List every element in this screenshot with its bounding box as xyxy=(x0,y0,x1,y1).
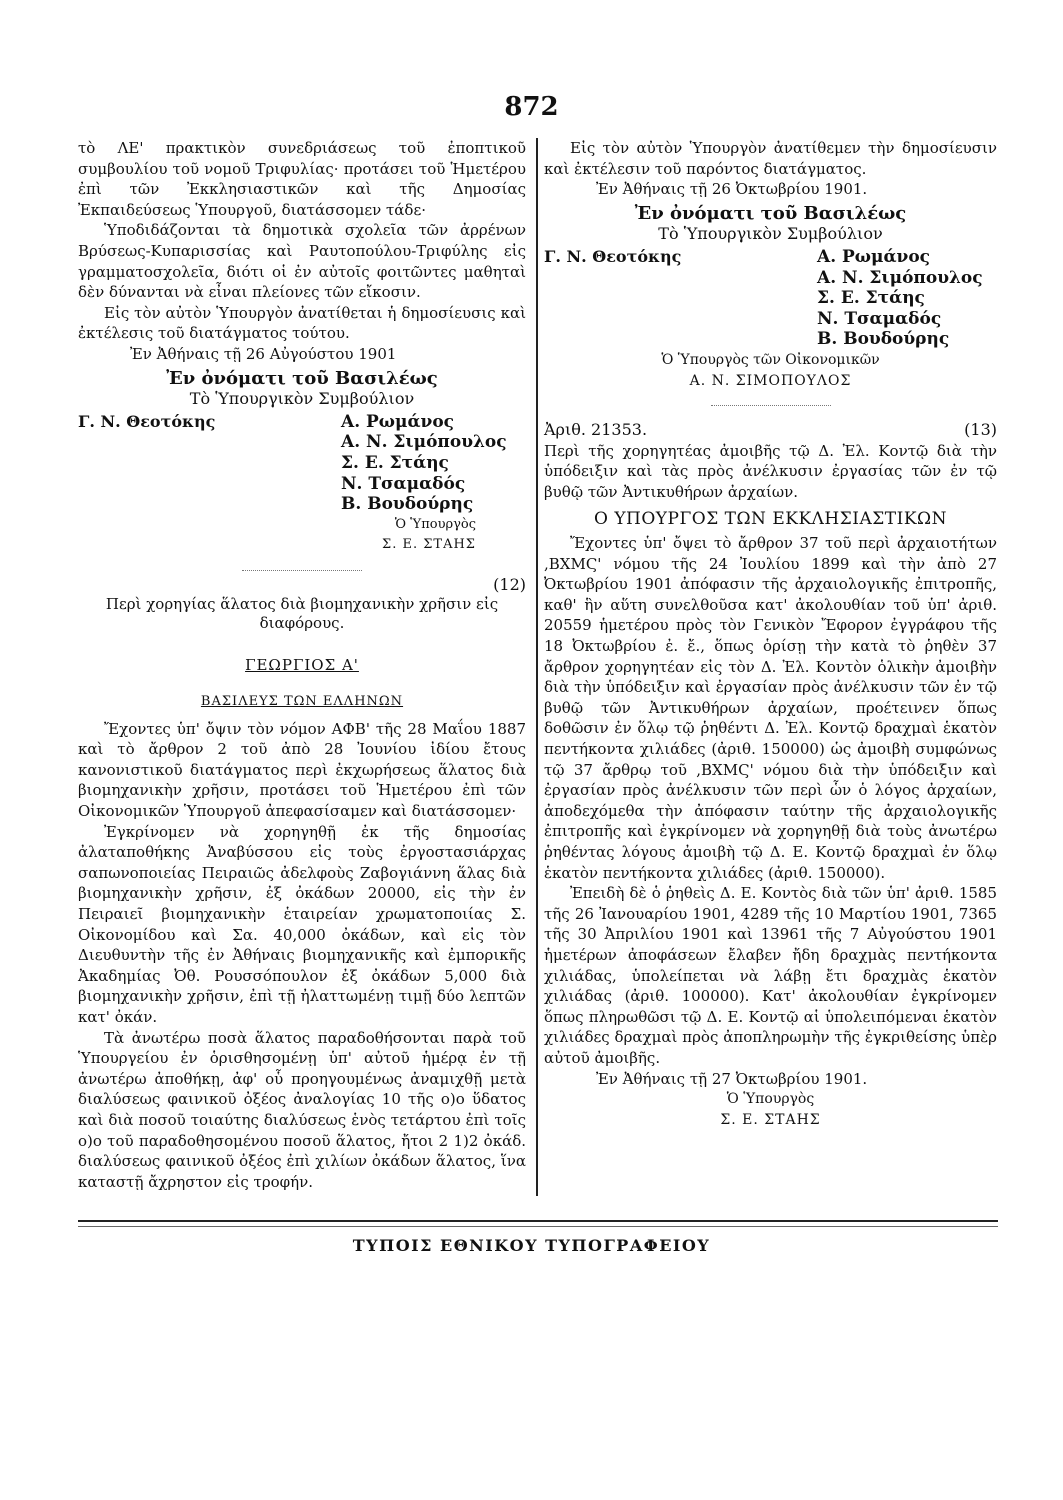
minister-name: Σ. Ε. ΣΤΑΗΣ xyxy=(382,537,476,553)
signatory: Ν. Τσαμαδός xyxy=(817,308,942,329)
minister-title: Ὁ Ὑπουργὸς τῶν Οἰκονομικῶν xyxy=(661,351,880,368)
in-the-name-of-king: Ἐν ὀνόματι τοῦ Βασιλέως xyxy=(634,202,907,224)
minister-name: Α. Ν. ΣΙΜΟΠΟΥΛΟΣ xyxy=(689,372,852,389)
paragraph: Εἰς τὸν αὐτὸν Ὑπουργὸν ἀνατίθεμεν τὴν δημοσίευσιν καὶ ἐκτέλεσιν τοῦ παρόντος διατάγματος. xyxy=(544,139,997,178)
signatory: Σ. Ε. Στάης xyxy=(817,288,925,309)
signatory: Ν. Τσαμαδός xyxy=(341,473,466,494)
minister-title: Ὁ Ὑπουργὸς xyxy=(726,1091,815,1108)
decree-subject: Περὶ χορηγίας ἅλατος διὰ βιομηχανικὴν χρῆσιν εἰς διαφόρους. xyxy=(105,595,499,633)
dateline: Ἐν Ἀθήναις τῇ 26 Ὀκτωβρίου 1901. xyxy=(596,180,868,199)
minister-title: Ὁ Ὑπουργὸς xyxy=(394,516,476,532)
footer-rule-thin xyxy=(78,1226,998,1227)
king-subtitle: ΒΑΣΙΛΕΥΣ ΤΩΝ ΕΛΛΗΝΩΝ xyxy=(200,694,404,710)
separator-line xyxy=(711,399,831,406)
page-number: 872 xyxy=(504,92,559,122)
printer-imprint: ΤΥΠΟΙΣ ΕΘΝΙΚΟΥ ΤΥΠΟΓΡΑΦΕΙΟΥ xyxy=(352,1236,711,1255)
footer-rule xyxy=(78,1220,998,1222)
dateline: Ἐν Ἀθήναις τῇ 26 Αὐγούστου 1901 xyxy=(130,344,397,363)
right-column xyxy=(544,138,997,1130)
signature-block xyxy=(544,247,997,350)
signatory-primary: Γ. Ν. Θεοτόκης xyxy=(544,246,682,266)
signatory: Α. Ρωμάνος xyxy=(341,411,455,432)
paragraph: Ἐπειδὴ δὲ ὁ ῥηθεὶς Δ. Ε. Κοντὸς διὰ τῶν ὑπ' ἀριθ. 1585 τῆς 26 Ἰανουαρίου 1901, 4289 τῆς 10 Μαρτίου 1901, 7365 τῆς 30 Ἀπριλίου 1901 καὶ 13961 τῆς 7 Αὐγούστου 1901 ἡμετέρων ἀποφάσεων ἔλαβεν ἤδη δραχμὰς πεντήκοντα χιλιάδας, ὑπολείπεται νὰ λάβῃ ἔτι δραχμὰς ἑκατὸν χιλιάδας (ἀριθ. 100000). Κατ' ἀκολουθίαν ἐγκρίνομεν ὅπως πληρωθῶσι τῷ Δ. Ε. Κοντῷ αἱ ὑπολειπόμεναι ἑκατὸν χιλιάδες δραχμαὶ πρὸς ἀποπληρωμὴν τῆς ἐγκριθείσης ὑπὲρ αὐτοῦ ἀμοιβῆς. xyxy=(544,884,997,1067)
king-title: ΓΕΩΡΓΙΟΣ Α' xyxy=(245,656,359,675)
signatory-list xyxy=(341,412,526,515)
minister-name: Σ. Ε. ΣΤΑΗΣ xyxy=(720,1111,821,1128)
decree-subject: Περὶ τῆς χορηγητέας ἀμοιβῆς τῷ Δ. Ἐλ. Κοντῷ διὰ τὴν ὑπόδειξιν καὶ τὰς πρὸς ἀνέλκυσιν ἐργασίας τῶν ἐν τῷ βυθῷ τῶν Ἀντικυθήρων ἀρχαίων. xyxy=(544,441,997,501)
signature-block xyxy=(78,412,526,515)
paragraph: Εἰς τὸν αὐτὸν Ὑπουργὸν ἀνατίθεται ἡ δημοσίευσις καὶ ἐκτέλεσις τοῦ διατάγματος τούτου. xyxy=(78,303,526,343)
signatory: Σ. Ε. Στάης xyxy=(341,452,449,473)
decree-number-row xyxy=(544,420,997,441)
signatory: Α. Ρωμάνος xyxy=(817,246,931,267)
paragraph: τὸ ΛΕ' πρακτικὸν συνεδριάσεως τοῦ ἐποπτικοῦ συμβουλίου τοῦ νομοῦ Τριφυλίας· προτάσει τοῦ Ἡμετέρου ἐπὶ τῶν Ἐκκλησιαστικῶν καὶ τῆς Δημοσίας Ἐκπαιδεύσεως Ὑπουργοῦ, διατάσσομεν τάδε· xyxy=(78,139,526,219)
dateline: Ἐν Ἀθήναις τῇ 27 Ὀκτωβρίου 1901. xyxy=(596,1069,868,1088)
paragraph: Τὰ ἀνωτέρω ποσὰ ἅλατος παραδοθήσονται παρὰ τοῦ Ὑπουργείου ἐν ὁρισθησομένῃ ὑπ' αὐτοῦ ἡμέρᾳ ἐν τῇ ἀνωτέρω ἀποθήκῃ, ἀφ' οὗ προηγουμένως ἀναμιχθῇ μετὰ διαλύσεως φαινικοῦ ὀξέος ἀναλογίας 10 τῆς ο)ο ὕδατος καὶ διὰ ποσοῦ τοιαύτης διαλύσεως ἑνὸς τετάρτου ἐπὶ τοῖς ο)ο τοῦ παραδοθησομένου ποσοῦ ἅλατος, ἤτοι 2 1)2 ὀκάδ. διαλύσεως φαινικοῦ ὀξέος ἐπὶ χιλίων ὀκάδων ἅλατος, ἵνα καταστῇ ἄχρηστον εἰς τροφήν. xyxy=(78,1028,526,1191)
left-column xyxy=(78,138,526,1192)
council-heading: Τὸ Ὑπουργικὸν Συμβούλιον xyxy=(658,224,883,244)
signatory-primary: Γ. Ν. Θεοτόκης xyxy=(78,411,216,431)
decree-arith: Ἀριθ. 21353. xyxy=(544,420,648,440)
council-heading: Τὸ Ὑπουργικὸν Συμβούλιον xyxy=(189,389,415,409)
decree-number: (13) xyxy=(964,420,997,440)
signatory: Α. Ν. Σιμόπουλος xyxy=(341,432,507,453)
decree-number: (12) xyxy=(493,574,526,594)
column-divider xyxy=(536,138,538,1196)
ministry-heading: Ο ΥΠΟΥΡΓΟΣ ΤΩΝ ΕΚΚΛΗΣΙΑΣΤΙΚΩΝ xyxy=(593,508,948,529)
paragraph: Ἔχοντες ὑπ' ὄψιν τὸν νόμον ΑΦΒ' τῆς 28 Μαΐου 1887 καὶ τὸ ἄρθρον 2 τοῦ ἀπὸ 28 Ἰουνίου ἰδίου ἔτους κανονιστικοῦ διατάγματος περὶ ἐκχωρήσεως ἅλατος διὰ βιομηχανικὴν χρῆσιν, προτάσει τοῦ Ἡμετέρου ἐπὶ τῶν Οἰκονομικῶν Ὑπουργοῦ ἀπεφασίσαμεν καὶ διατάσσομεν· xyxy=(78,719,526,821)
signatory-list xyxy=(817,247,997,350)
paragraph: Ἔχοντες ὑπ' ὄψει τὸ ἄρθρον 37 τοῦ περὶ ἀρχαιοτήτων ,ΒΧΜϚ' νόμου τῆς 24 Ἰουλίου 1899 καὶ τὴν ἀπὸ 27 Ὀκτωβρίου 1901 ἀπόφασιν τῆς ἀρχαιολογικῆς ἐπιτροπῆς, καθ' ἣν αὕτη συνελθοῦσα κατ' ἀκολουθίαν τοῦ ὑπ' ἀριθ. 20559 ἡμετέρου πρὸς τὸν Γενικὸν Ἔφορον ἐγγράφου τῆς 18 Ὀκτωβρίου ἐ. ἔ., ὅπως ὁρίσῃ τὴν κατὰ τὸ ῥηθὲν 37 ἄρθρον χορηγητέαν εἰς τὸν Δ. Ἐλ. Κοντὸν ὁλικὴν ἀμοιβὴν διὰ τὴν ὑπόδειξιν καὶ ἐργασίαν πρὸς ἀνέλκυσιν τῶν ἐν τῷ βυθῷ τῶν Ἀντικυθήρων ἀρχαίων, προέτεινεν ὅπως δοθῶσιν ἐν ὅλῳ τῷ ῥηθέντι Δ. Ἐλ. Κοντῷ δραχμαὶ ἑκατὸν πεντήκοντα χιλιάδες (ἀριθ. 150000) ὡς ἀμοιβὴ συμφώνως τῷ 37 ἄρθρῳ τοῦ ,ΒΧΜϚ' νόμου διὰ τὴν ὑπόδειξιν καὶ ἐργασίαν πρὸς ἀνέλκυσιν τῶν περὶ ὧν ὁ λόγος ἀρχαίων, ἀποδεχόμεθα τὴν ἀπόφασιν ταύτην τῆς ἀρχαιολογικῆς ἐπιτροπῆς καὶ ἐγκρίνομεν νὰ χορηγηθῇ διὰ τοὺς ἀνωτέρω ῥηθέντας λόγους ἀμοιβὴ τῷ Δ. Ε. Κοντῷ δραχμαὶ ἐν ὅλῳ ἑκατὸν πεντήκοντα χιλιάδες (ἀριθ. 150000). xyxy=(544,534,997,882)
signatory: Α. Ν. Σιμόπουλος xyxy=(817,267,983,288)
in-the-name-of-king: Ἐν ὀνόματι τοῦ Βασιλέως xyxy=(166,367,438,389)
signatory: Β. Βουδούρης xyxy=(817,329,950,350)
signatory: Β. Βουδούρης xyxy=(341,494,474,515)
paragraph: Ὑποδιδάζονται τὰ δημοτικὰ σχολεῖα τῶν ἀρρένων Βρύσεως-Κυπαρισσίας καὶ Ραυτοπούλου-Τριφύλης εἰς γραμματοσχολεῖα, διότι οἱ ἐν αὐτοῖς φοιτῶντες μαθηταὶ δὲν δύνανται νὰ εἶναι πλείονες τῶν εἴκοσιν. xyxy=(78,221,526,302)
separator-line xyxy=(242,564,362,571)
paragraph: Ἐγκρίνομεν νὰ χορηγηθῇ ἐκ τῆς δημοσίας ἀλαταποθήκης Ἀναβύσσου εἰς τοὺς ἐργοστασιάρχας σαπωνοποιείας Πειραιῶς ἀδελφοὺς Ζαβογιάννη ἅλας διὰ βιομηχανικὴν χρῆσιν, ἐξ ὀκάδων 20000, εἰς τὴν ἐν Πειραιεῖ βιομηχανικὴν ἑταιρείαν χρωματοποιίας Σ. Οἰκονομίδου καὶ Σα. 40,000 ὀκάδων, καὶ εἰς τὸν Διευθυντὴν τῆς ἐν Ἀθήναις βιομηχανικῆς καὶ ἐμπορικῆς Ἀκαδημίας Ὀθ. Ρουσσόπουλον ἐξ ὀκάδων 5,000 διὰ βιομηχανικὴν χρῆσιν, ἐπὶ τῇ ἠλαττωμένῃ τιμῇ δύο λεπτῶν κατ' ὀκάν. xyxy=(78,822,526,1026)
